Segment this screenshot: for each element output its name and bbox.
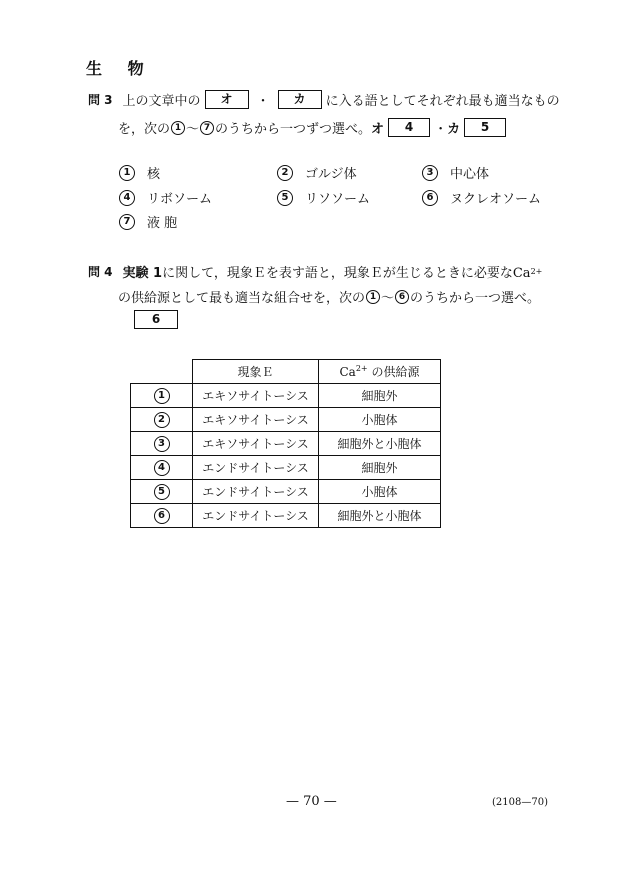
row-number-marker: 5 (154, 484, 170, 500)
table-row-number (131, 408, 193, 432)
q3-range-from-marker: 1 (171, 121, 185, 135)
table-cell-phenomenon: エキソサイトーシス (193, 384, 319, 408)
q3-answer-ka-label: カ (447, 122, 461, 137)
answer-table (130, 359, 441, 528)
option-number-marker: 1 (119, 165, 135, 181)
row-number-marker: 6 (154, 508, 170, 524)
row-number-marker: 1 (154, 388, 170, 404)
table-row (131, 432, 441, 456)
option-text: ヌクレオソーム (450, 192, 542, 207)
table-header-phenomenon: 現象Ｅ (193, 360, 319, 384)
q3-line1 (88, 90, 560, 109)
q4-line2 (118, 287, 540, 306)
q3-line2-mid: のうちから一つずつ選べ。 (215, 122, 372, 137)
table-cell-source: 小胞体 (319, 480, 441, 504)
q4-range-sep: ～ (381, 291, 395, 306)
row-number-marker: 2 (154, 412, 170, 428)
q4-line1 (88, 262, 542, 281)
q3-answer-box-5: 5 (464, 118, 506, 137)
q3-blank-ka: カ (278, 90, 322, 109)
table-cell-phenomenon: エンドサイトーシス (193, 480, 319, 504)
q4-range-to-marker: 6 (395, 290, 409, 304)
q3-range-to-marker: 7 (200, 121, 214, 135)
q4-line2-end: のうちから一つ選べ。 (410, 291, 541, 306)
option-number-marker: 3 (422, 165, 438, 181)
q4-ca-charge: 2+ (530, 267, 543, 276)
q3-dot: ・ (256, 94, 270, 109)
table-row (131, 456, 441, 480)
table-header-ca: Ca (339, 365, 356, 379)
q3-line2-start: を，次の (118, 122, 171, 137)
table-cell-phenomenon: エキソサイトーシス (193, 408, 319, 432)
table-cell-phenomenon: エンドサイトーシス (193, 504, 319, 528)
q3-label: 問 3 (88, 93, 113, 107)
option-6 (421, 188, 541, 207)
table-header-row (131, 360, 441, 384)
q3-answer-box-4: 4 (388, 118, 430, 137)
row-number-marker: 3 (154, 436, 170, 452)
option-text: リボソーム (147, 192, 213, 207)
table-row-number (131, 504, 193, 528)
q4-range-from-marker: 1 (366, 290, 380, 304)
table-row (131, 384, 441, 408)
option-number-marker: 6 (422, 190, 438, 206)
table-row-number (131, 456, 193, 480)
q3-blank-o: オ (205, 90, 249, 109)
option-number-marker: 2 (277, 165, 293, 181)
option-number-marker: 4 (119, 190, 135, 206)
q3-answer-dot: ・ (434, 122, 448, 137)
table-row-number (131, 480, 193, 504)
table-cell-source: 小胞体 (319, 408, 441, 432)
table-header-ca-charge: 2+ (355, 364, 368, 373)
option-4 (118, 188, 212, 207)
option-1 (118, 163, 160, 182)
page-number: — 70 — (286, 794, 337, 809)
option-text: 核 (147, 167, 161, 182)
option-3 (421, 163, 489, 182)
option-7 (118, 212, 177, 231)
q3-line2 (118, 118, 510, 137)
q3-text-after: に入る語としてそれぞれ最も適当なもの (325, 94, 560, 109)
option-2 (276, 163, 357, 182)
q3-range-sep: ～ (186, 122, 200, 137)
option-number-marker: 5 (277, 190, 293, 206)
page-code: (2108—70) (492, 797, 548, 808)
option-text: ゴルジ体 (305, 167, 357, 182)
option-text: 液 胞 (147, 216, 178, 231)
table-row-number (131, 384, 193, 408)
q4-answer-box-6: 6 (134, 310, 178, 329)
table-cell-source: 細胞外 (319, 456, 441, 480)
table-cell-phenomenon: エキソサイトーシス (193, 432, 319, 456)
table-row (131, 480, 441, 504)
subject-heading: 生 物 (86, 59, 154, 78)
table-cell-source: 細胞外 (319, 384, 441, 408)
option-text: リソソーム (305, 192, 371, 207)
q4-experiment-ref: 実験 1 (122, 266, 163, 281)
row-number-marker: 4 (154, 460, 170, 476)
table-row (131, 504, 441, 528)
table-cell-source: 細胞外と小胞体 (319, 504, 441, 528)
option-5 (276, 188, 370, 207)
table-header-source (319, 360, 441, 384)
table-row-number (131, 432, 193, 456)
q4-answer-box-wrap (134, 308, 178, 329)
table-header-source-text: の供給源 (371, 365, 420, 379)
table-cell-phenomenon: エンドサイトーシス (193, 456, 319, 480)
option-number-marker: 7 (119, 214, 135, 230)
q4-line2-start: の供給源として最も適当な組合せを，次の (118, 291, 366, 306)
q4-label: 問 4 (88, 265, 113, 279)
table-header-empty (131, 360, 193, 384)
table-row (131, 408, 441, 432)
q3-text-before: 上の文章中の (122, 94, 201, 109)
table-cell-source: 細胞外と小胞体 (319, 432, 441, 456)
option-text: 中心体 (450, 167, 490, 182)
q3-answer-o-label: オ (371, 122, 385, 137)
q4-line1-text: に関して，現象Ｅを表す語と，現象Ｅが生じるときに必要なCa (162, 266, 531, 281)
